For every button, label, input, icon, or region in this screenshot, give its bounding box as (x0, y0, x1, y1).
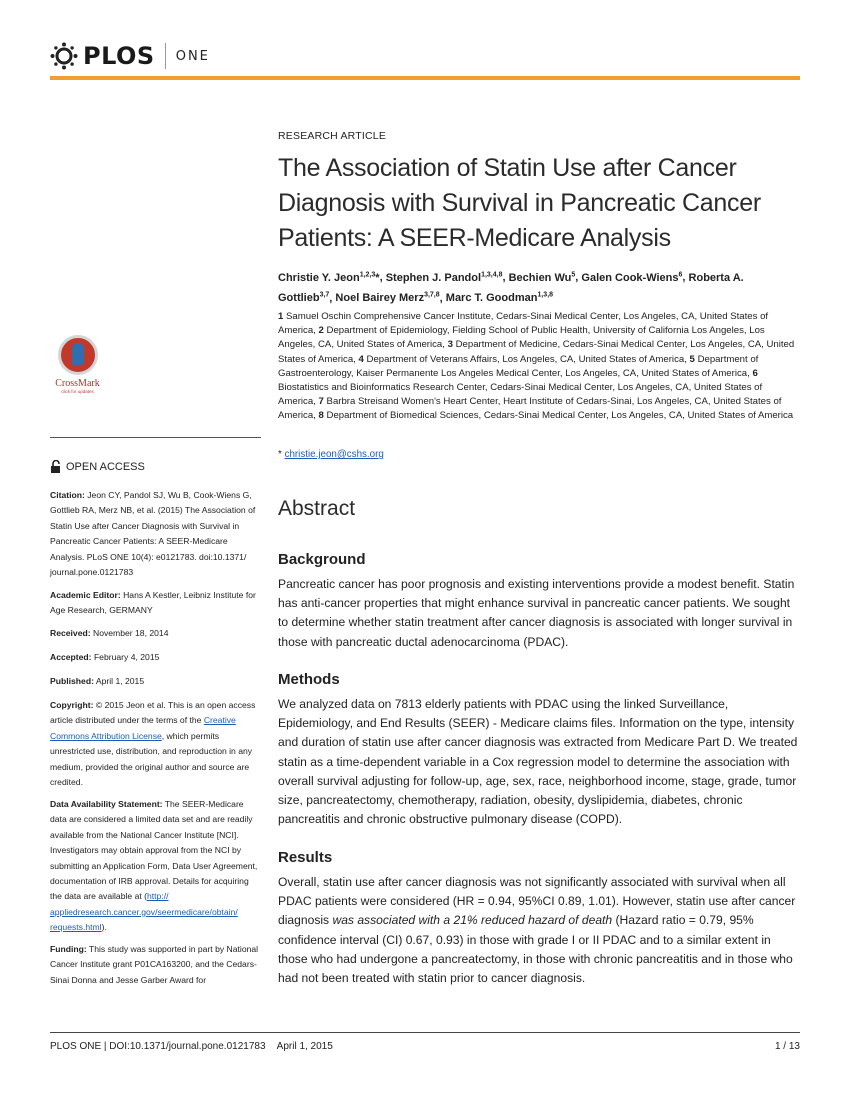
author[interactable]: Marc T. Goodman$^{1,3,8}$ (445, 291, 554, 305)
affiliations: 1 Samuel Oschin Comprehensive Cancer Institute, Cedars-Sinai Medical Center, Los Angeles, CA, United States of America, 2 Department of Epidemiology, Fielding School of Public Health, University of California Los Angeles, Los Angeles, CA, United States of America, 3 Department of Medicine, Cedars-Sinai Medical Center, Los Angeles, CA, United States of America, 4 Department of Veterans Affairs, Los Angeles, CA, United States of America, 5 Department of Gastroenterology, Kaiser Permanente Los Angeles Medical Center, Los Angeles, CA, United States of America, 6 Biostatistics and Bioinformatics Research Center, Cedars-Sinai Medical Center, Los Angeles, CA, United States of America, 7 Barbra Streisand Women's Heart Center, Heart Institute of Cedars-Sinai, Los Angeles, CA, United States of America, 8 Department of Biomedical Sciences, Cedars-Sinai Medical Center, Los Angeles, CA, United States of America (278, 311, 795, 422)
article-type: RESEARCH ARTICLE (278, 130, 387, 142)
footer-doi: PLOS ONE | DOI:10.1371/journal.pone.0121783 April 1, 2015 (50, 1041, 333, 1052)
results-text: Overall, statin use after cancer diagnosis was not significantly associated with survival when all PDAC patients were considered (HR = 0.94, 95%CI 0.89, 1.01). However, statin use after cancer diagnosis was associated with a 21% reduced hazard of death (Hazard ratio = 0.79, 95% confidence interval (CI) 0.67, 0.93) in those with grade I or II PDAC and to a similar extent in those who had undergone a pancreatectomy, in those with chronic pancreatitis and in those who had not been treated with statin prior to cancer diagnosis. (278, 875, 796, 986)
data-availability: Data Availability Statement: The SEER-Medicare data are considered a limited data set and are readily available from the National Cancer Institute [NCI]. Investigators may obtain approval from the NCI by submitting an Application Form, Data User Agreement, documentation of IRB approval. Details for acquiring the data are available at (http:// appliedresearch.cancer.gov/seermedicare/obtain/ requests.html). (50, 799, 258, 933)
journal-name: PLOS (83, 42, 155, 70)
author[interactable]: Stephen J. Pandol$^{1,3,4,8}$ (385, 271, 503, 284)
received-date: Received: November 18, 2014 (50, 628, 169, 638)
crossmark-icon (58, 335, 98, 375)
page-number: 1 / 13 (774, 1041, 800, 1052)
open-access (50, 460, 145, 473)
methods-text: We analyzed data on 7813 elderly patients with PDAC using the linked Surveillance, Epidemiology, and End Results (SEER) - Medicare claims files. Information on the type, intensity and duration of statin use after cancer diagnosis was extracted from Medicare Part D. We treated statin as a time-dependent variable in a Cox regression model to determine the association with overall survival adjusting for follow-up, age, sex, race, neighborhood income, stage, grade, tumor size, pancreatectomy, chemotherapy, radiation, obesity, dyslipidemia, diabetes, chronic pancreatitis and chronic obstructive pulmonary disease (COPD). (278, 697, 798, 827)
citation: Citation: Jeon CY, Pandol SJ, Wu B, Cook-Wiens G, Gottlieb RA, Merz NB, et al. (2015) The Association of Statin Use after Cancer Diagnosis with Survival in Pancreatic Cancer Patients: A SEER-Medicare Analysis. PLoS ONE 10(4): e0121783. doi:10.1371/ journal.pone.0121783 (50, 490, 256, 578)
funding: Funding: This study was supported in part by National Cancer Institute grant P01CA163200, and the Cedars-Sinai Donna and Jesse Garber Award for (50, 944, 259, 985)
crossmark-badge[interactable] (50, 335, 105, 394)
academic-editor: Academic Editor: Hans A Kestler, Leibniz Institute for Age Research, GERMANY (50, 590, 256, 616)
plos-logo-icon (50, 42, 78, 70)
background-text: Pancreatic cancer has poor prognosis and existing interventions provide a modest benefit. Statin has anti-cancer properties that might enhance survival in pancreatic cancer patients. We sought to determine whether statin treatment after cancer diagnosis is associated with longer survival in those with pancreatic ductal adenocarcinoma (PDAC). (278, 577, 795, 649)
corresponding-author: * christie.jeon@cshs.org (278, 449, 384, 460)
open-lock-icon (50, 460, 62, 473)
abstract-heading: Abstract (278, 497, 356, 520)
author[interactable]: Bechien Wu$^5$ (508, 271, 576, 284)
author[interactable]: Christie Y. Jeon$^{1,2,3}$* (278, 271, 380, 284)
author[interactable]: Galen Cook-Wiens$^6$ (581, 271, 683, 284)
journal-subname: ONE (175, 48, 210, 64)
crossmark-label: CrossMark (55, 378, 100, 389)
logo-separator (165, 43, 166, 69)
copyright: Copyright: © 2015 Jeon et al. This is an open access article distributed under the terms of the Creative Commons Attribution License, which permits unrestricted use, distribution, and reproduction in any medium, provided the original author and source are credited. (50, 700, 256, 788)
open-access-label: OPEN ACCESS (66, 460, 145, 473)
email-link[interactable]: christie.jeon@cshs.org (284, 449, 384, 460)
published-date: Published: April 1, 2015 (50, 676, 145, 686)
header-accent-bar (50, 76, 800, 80)
data-request-link[interactable]: http:// appliedresearch.cancer.gov/seermedicare/obtain/ requests.html (50, 891, 238, 933)
accepted-date: Accepted: February 4, 2015 (50, 652, 160, 662)
author-list: Christie Y. Jeon$^{1,2,3}$*, Stephen J. Pandol$^{1,3,4,8}$, Bechien Wu$^5$, Galen Cook-Wiens$^6$, Roberta A. Gottlieb$^{3,7}$, Noel Bairey Merz$^{3,7,8}$, Marc T. Goodman$^{1,3,8}$ (278, 271, 744, 305)
crossmark-sub: click for updates (61, 389, 94, 394)
methods-heading: Methods (278, 671, 340, 688)
results-heading: Results (278, 849, 333, 866)
background-heading: Background (278, 551, 366, 568)
license-link[interactable]: Creative Commons Attribution License (50, 715, 236, 741)
author[interactable]: Noel Bairey Merz$^{3,7,8}$ (335, 291, 440, 305)
article-title: The Association of Statin Use after Cancer Diagnosis with Survival in Pancreatic Cancer Patients: A SEER-Medicare Analysis (278, 154, 761, 252)
footer-divider (50, 1032, 800, 1033)
sidebar-divider (50, 437, 261, 438)
author[interactable]: Roberta A. Gottlieb$^{3,7}$ (278, 271, 744, 305)
journal-logo[interactable] (50, 40, 210, 72)
